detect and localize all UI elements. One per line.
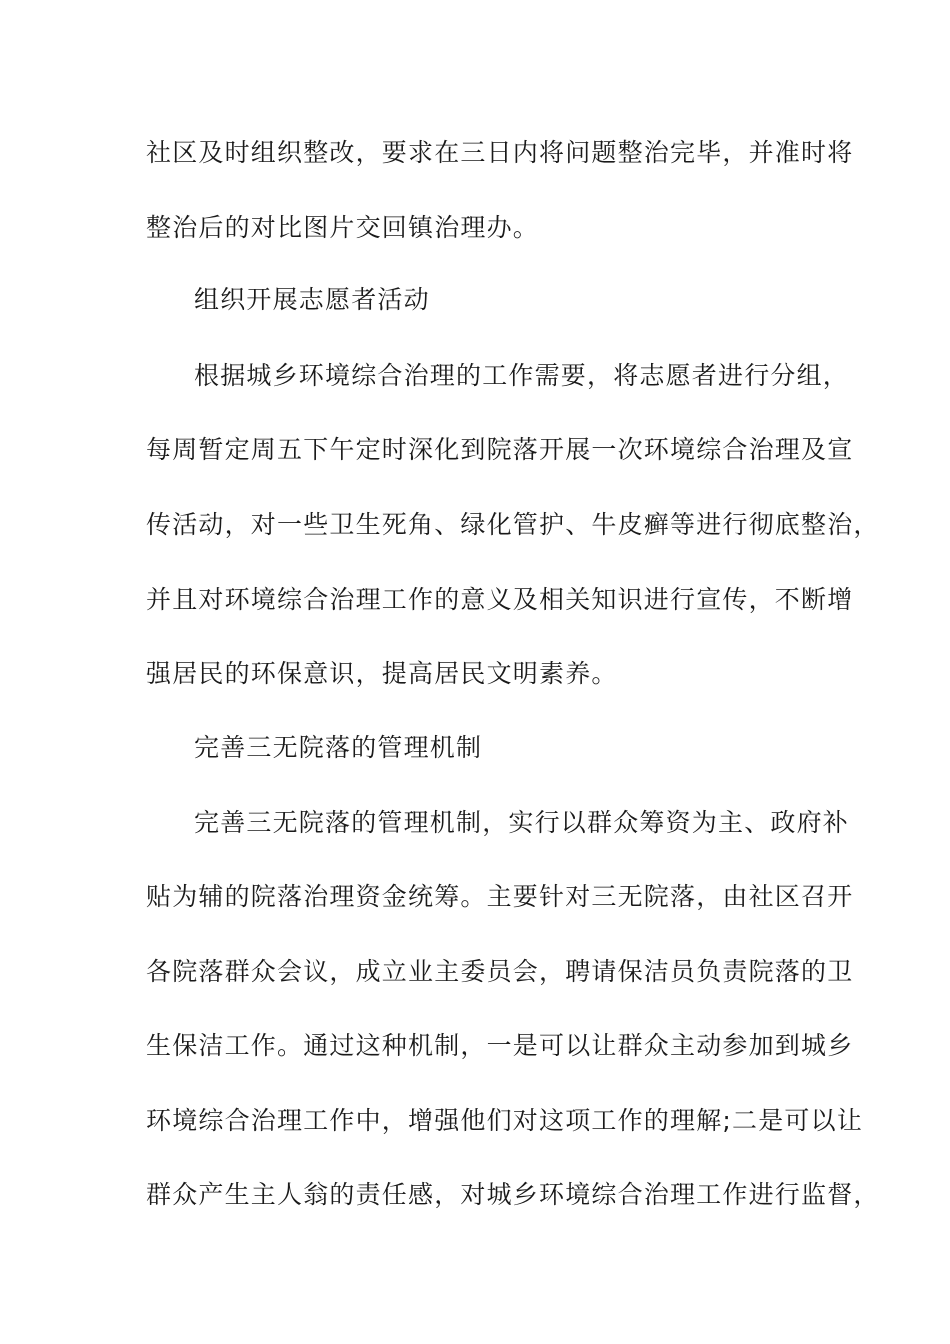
paragraph-line: 根据城乡环境综合治理的工作需要，将志愿者进行分组， [194, 361, 850, 390]
paragraph-line: 贴为辅的院落治理资金统筹。主要针对三无院落，由社区召开 [146, 882, 854, 911]
paragraph-line: 完善三无院落的管理机制，实行以群众筹资为主、政府补 [194, 808, 850, 837]
paragraph-line: 每周暂定周五下午定时深化到院落开展一次环境综合治理及宣 [146, 435, 854, 464]
paragraph-line: 各院落群众会议，成立业主委员会，聘请保洁员负责院落的卫 [146, 957, 854, 986]
paragraph-line: 社区及时组织整改，要求在三日内将问题整治完毕，并准时将 [146, 138, 854, 167]
section-heading: 组织开展志愿者活动 [194, 285, 430, 314]
paragraph-line: 群众产生主人翁的责任感，对城乡环境综合治理工作进行监督， [146, 1180, 880, 1209]
paragraph-line: 并且对环境综合治理工作的意义及相关知识进行宣传，不断增 [146, 585, 854, 614]
paragraph-line: 生保洁工作。通过这种机制，一是可以让群众主动参加到城乡 [146, 1031, 854, 1060]
paragraph-line: 环境综合治理工作中，增强他们对这项工作的理解;二是可以让 [146, 1106, 864, 1135]
paragraph-line: 强居民的环保意识，提高居民文明素养。 [146, 659, 618, 688]
paragraph-line: 传活动，对一些卫生死角、绿化管护、牛皮癣等进行彻底整治， [146, 510, 880, 539]
section-heading: 完善三无院落的管理机制 [194, 733, 483, 762]
paragraph-line: 整治后的对比图片交回镇治理办。 [146, 213, 540, 242]
